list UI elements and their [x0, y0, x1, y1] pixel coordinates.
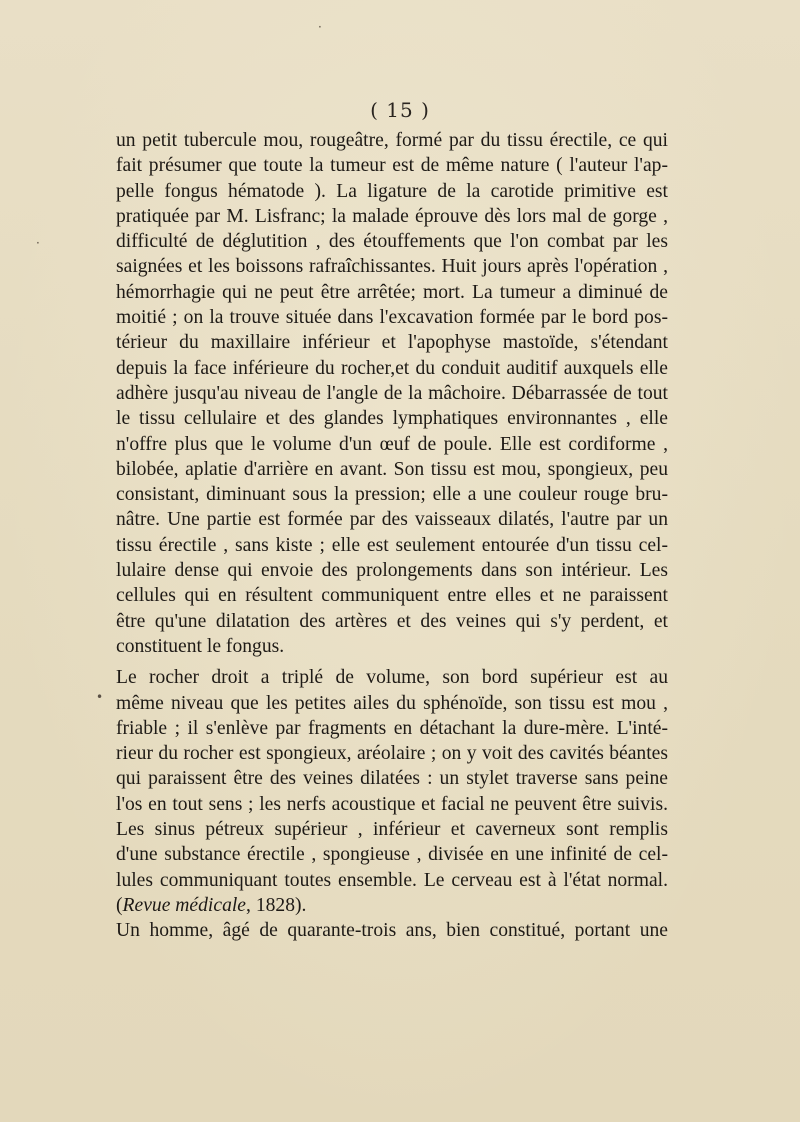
text-line: saignées et les boissons rafraîchissantes. Huit jours après l'opération ,	[116, 256, 668, 278]
text-line: cellules qui en résultent communiquent entre elles et ne paraissent	[116, 585, 668, 607]
text-line: constituent le fongus.	[116, 635, 285, 657]
text-line: Les sinus pétreux supérieur , inférieur et caverneux sont remplis	[116, 819, 668, 841]
text-line: l'os en tout sens ; les nerfs acoustique et facial ne peuvent être suivis.	[116, 793, 668, 815]
text-line: difficulté de déglutition , des étouffements que l'on combat par les	[116, 231, 668, 253]
citation-open: (	[116, 894, 123, 916]
citation-line	[116, 893, 668, 918]
text-line: le tissu cellulaire et des glandes lymphatiques environnantes , elle	[116, 408, 668, 430]
paragraph-1	[116, 128, 668, 659]
text-line: être qu'une dilatation des artères et des veines qui s'y perdent, et	[116, 610, 668, 632]
text-line: n'offre plus que le volume d'un œuf de poule. Elle est cordiforme ,	[116, 433, 668, 455]
text-line: depuis la face inférieure du rocher,et du conduit auditif auxquels elle	[116, 357, 668, 379]
text-line: d'une substance érectile , spongieuse , divisée en une infinité de cel-	[116, 844, 668, 866]
text-line: un petit tubercule mou, rougeâtre, formé par du tissu érectile, ce qui	[116, 130, 668, 151]
text-line: bilobée, aplatie d'arrière en avant. Son tissu est mou, spongieux, peu	[116, 458, 668, 480]
text-line: lules communiquant toutes ensemble. Le cerveau est à l'état normal.	[116, 869, 668, 891]
paragraph-2	[116, 665, 668, 918]
margin-mark: ·	[36, 236, 40, 250]
text-line: qui paraissent être des veines dilatées : un stylet traverse sans peine	[116, 768, 668, 790]
text-line: hémorrhagie qui ne peut être arrêtée; mort. La tumeur a diminué de	[116, 281, 668, 303]
citation-rest: , 1828).	[246, 894, 307, 916]
page-number: ( 15 )	[370, 98, 430, 122]
journal-title: Revue médicale	[122, 894, 247, 916]
text-line: fait présumer que toute la tumeur est de même nature ( l'auteur l'ap-	[116, 155, 668, 177]
text-line: pelle fongus hématode ). La ligature de la carotide primitive est	[116, 180, 668, 202]
text-line: pratiquée par M. Lisfranc; la malade éprouve dès lors mal de gorge ,	[116, 205, 668, 227]
text-line: Le rocher droit a triplé de volume, son bord supérieur est au	[116, 667, 668, 689]
text-line: térieur du maxillaire inférieur et l'apophyse mastoïde, s'étendant	[116, 332, 668, 354]
text-line: même niveau que les petites ailes du sphénoïde, son tissu est mou ,	[116, 692, 668, 714]
text-line: lulaire dense qui envoie des prolongements dans son intérieur. Les	[116, 560, 668, 582]
text-line: nâtre. Une partie est formée par des vaisseaux dilatés, l'autre par un	[116, 509, 668, 531]
text-line: rieur du rocher est spongieux, aréolaire ; on y voit des cavités béantes	[116, 743, 668, 765]
margin-mark: •	[96, 690, 104, 704]
text-line: Un homme, âgé de quarante-trois ans, bien constitué, portant une	[116, 920, 668, 942]
text-line: consistant, diminuant sous la pression; elle a une couleur rouge bru-	[116, 484, 668, 506]
text-line: adhère jusqu'au niveau de l'angle de la mâchoire. Débarrassée de tout	[116, 382, 668, 404]
paragraph-3	[116, 918, 668, 943]
margin-mark: ·	[318, 20, 322, 34]
body-text	[116, 128, 668, 944]
text-line: tissu érectile , sans kiste ; elle est seulement entourée d'un tissu cel-	[116, 534, 668, 556]
text-line: friable ; il s'enlève par fragments en détachant la dure-mère. L'inté-	[116, 717, 668, 739]
text-line: moitié ; on la trouve située dans l'excavation formée par le bord pos-	[116, 307, 668, 329]
